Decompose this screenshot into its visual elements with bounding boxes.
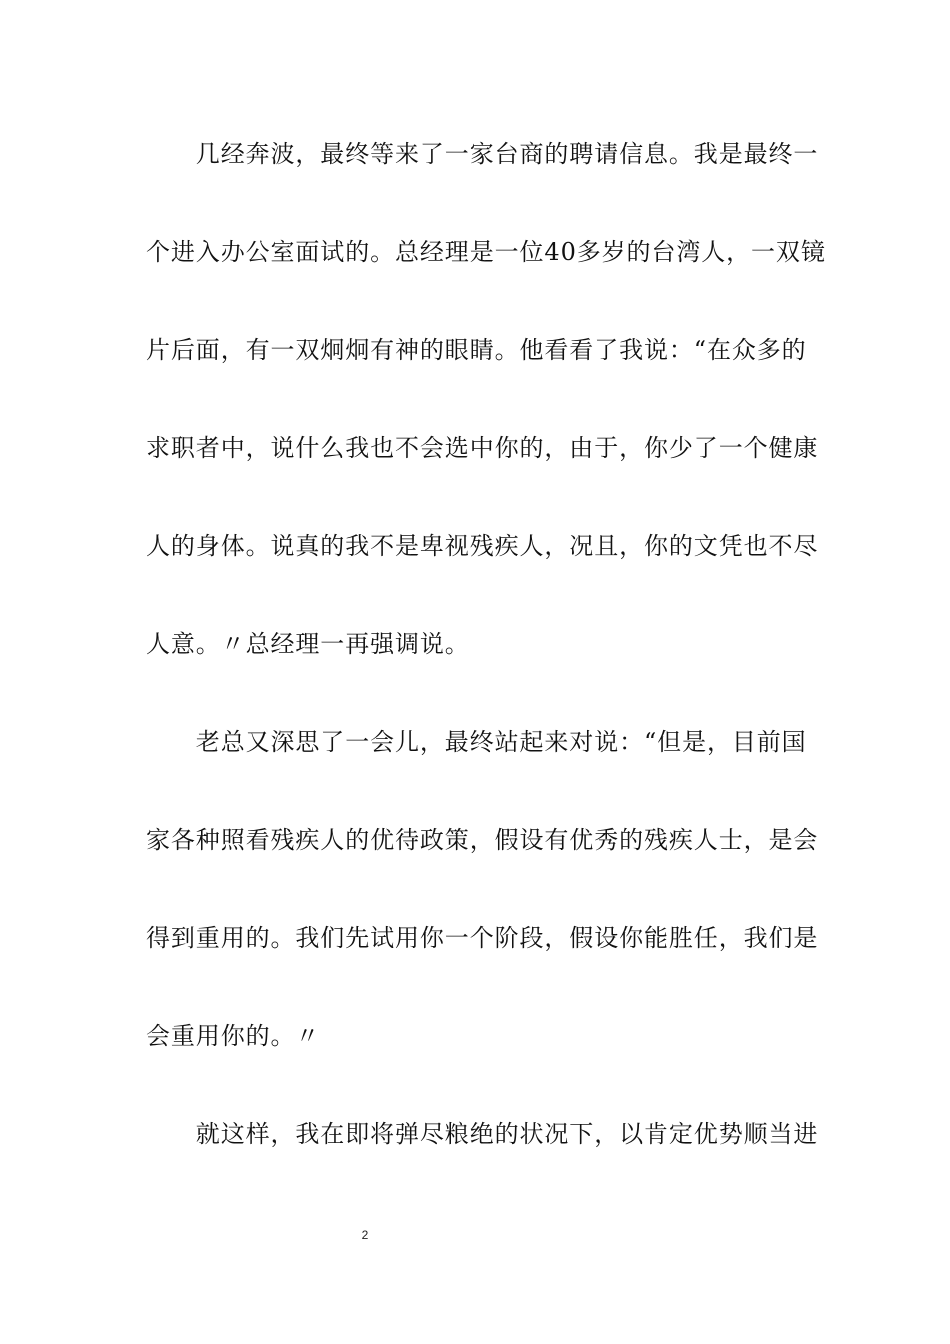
page-number: 2 xyxy=(361,1228,369,1242)
text-line-10: 会重用你的。〃 xyxy=(146,1022,321,1050)
text-line-3: 片后面，有一双炯炯有神的眼睛。他看看了我说：“在众多的 xyxy=(146,336,807,364)
text-line-4: 求职者中，说什么我也不会选中你的，由于，你少了一个健康 xyxy=(146,434,819,462)
text-line-1: 几经奔波，最终等来了一家台商的聘请信息。我是最终一 xyxy=(146,140,819,168)
text-line-8: 家各种照看残疾人的优待政策，假设有优秀的残疾人士，是会 xyxy=(146,826,819,854)
text-line-6: 人意。〃总经理一再强调说。 xyxy=(146,630,470,658)
text-line-9: 得到重用的。我们先试用你一个阶段，假设你能胜任，我们是 xyxy=(146,924,819,952)
text-line-2: 个进入办公室面试的。总经理是一位40多岁的台湾人，一双镜 xyxy=(146,238,826,266)
text-line-11: 就这样，我在即将弹尽粮绝的状况下，以肯定优势顺当进 xyxy=(146,1120,819,1148)
text-line-7: 老总又深思了一会儿，最终站起来对说：“但是，目前国 xyxy=(146,728,807,756)
text-line-5: 人的身体。说真的我不是卑视残疾人，况且，你的文凭也不尽 xyxy=(146,532,819,560)
